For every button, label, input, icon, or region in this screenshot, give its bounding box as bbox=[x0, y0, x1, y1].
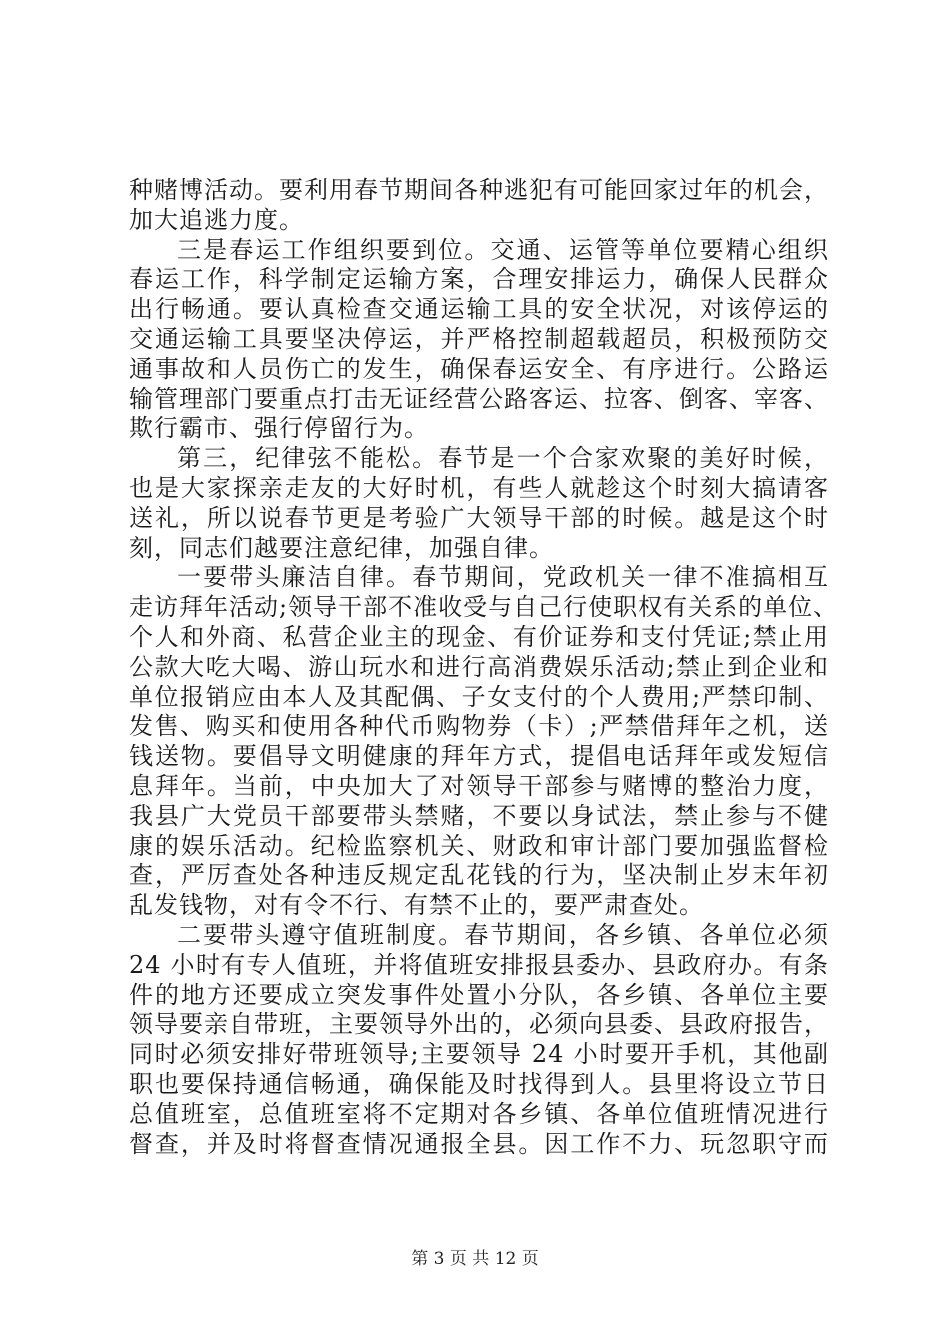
text-line: 一要带头廉洁自律。春节期间，党政机关一律不准搞相互 bbox=[177, 563, 829, 592]
document-body bbox=[129, 176, 839, 1159]
text-line: 乱发钱物，对有令不行、有禁不止的，要严肃查处。 bbox=[129, 891, 704, 920]
text-line: 通事故和人员伤亡的发生，确保春运安全、有序进行。公路运 bbox=[129, 354, 829, 383]
text-line: 第三，纪律弦不能松。春节是一个合家欢聚的美好时候， bbox=[177, 444, 829, 473]
text-line: 走访拜年活动;领导干部不准收受与自己行使职权有关系的单位、 bbox=[129, 593, 839, 622]
paragraph bbox=[129, 563, 839, 921]
text-line: 领导要亲自带班，主要领导外出的，必须向县委、县政府报告， bbox=[129, 1010, 829, 1039]
text-line: 件的地方还要成立突发事件处置小分队，各乡镇、各单位主要 bbox=[129, 980, 829, 1009]
text-line: 三是春运工作组织要到位。交通、运管等单位要精心组织 bbox=[177, 235, 829, 264]
paragraph bbox=[129, 921, 829, 1159]
text-line: 春运工作，科学制定运输方案，合理安排运力，确保人民群众 bbox=[129, 265, 829, 294]
text-line: 输管理部门要重点打击无证经营公路客运、拉客、倒客、宰客、 bbox=[129, 384, 829, 413]
text-line: 总值班室，总值班室将不定期对各乡镇、各单位值班情况进行 bbox=[129, 1099, 829, 1128]
text-line: 同时必须安排好带班领导;主要领导 24 小时要开手机，其他副 bbox=[129, 1040, 829, 1069]
text-line: 欺行霸市、强行停留行为。 bbox=[129, 414, 429, 443]
text-line: 息拜年。当前，中央加大了对领导干部参与赌博的整治力度， bbox=[129, 771, 829, 800]
text-line: 督查，并及时将督查情况通报全县。因工作不力、玩忽职守而 bbox=[129, 1129, 829, 1158]
paragraph bbox=[129, 176, 829, 236]
page-footer bbox=[0, 1244, 950, 1269]
text-line: 单位报销应由本人及其配偶、子女支付的个人费用;严禁印制、 bbox=[129, 682, 829, 711]
text-line: 也是大家探亲走友的大好时机，有些人就趁这个时刻大搞请客 bbox=[129, 473, 829, 502]
text-line: 二要带头遵守值班制度。春节期间，各乡镇、各单位必须 bbox=[177, 920, 829, 949]
text-line: 发售、购买和使用各种代币购物券（卡）;严禁借拜年之机，送 bbox=[129, 712, 829, 741]
text-line: 职也要保持通信畅通，确保能及时找得到人。县里将设立节日 bbox=[129, 1069, 829, 1098]
text-line: 种赌博活动。要利用春节期间各种逃犯有可能回家过年的机会， bbox=[129, 176, 829, 204]
text-line: 钱送物。要倡导文明健康的拜年方式，提倡电话拜年或发短信 bbox=[129, 742, 829, 771]
text-line: 24 小时有专人值班，并将值班安排报县委办、县政府办。有条 bbox=[129, 950, 829, 979]
text-line: 康的娱乐活动。纪检监察机关、财政和审计部门要加强监督检 bbox=[129, 831, 829, 860]
text-line: 加大追逃力度。 bbox=[129, 205, 304, 234]
text-line: 个人和外商、私营企业主的现金、有价证券和支付凭证;禁止用 bbox=[129, 622, 829, 651]
page-number: 第 3 页 共 12 页 bbox=[411, 1249, 539, 1269]
text-line: 交通运输工具要坚决停运，并严格控制超载超员，积极预防交 bbox=[129, 324, 829, 353]
text-line: 查，严厉查处各种违反规定乱花钱的行为，坚决制止岁末年初 bbox=[129, 861, 829, 890]
text-line: 刻，同志们越要注意纪律，加强自律。 bbox=[129, 533, 554, 562]
text-line: 送礼，所以说春节更是考验广大领导干部的时候。越是这个时 bbox=[129, 503, 829, 532]
text-line: 公款大吃大喝、游山玩水和进行高消费娱乐活动;禁止到企业和 bbox=[129, 652, 829, 681]
text-line: 我县广大党员干部要带头禁赌，不要以身试法，禁止参与不健 bbox=[129, 801, 829, 830]
paragraph bbox=[129, 236, 829, 445]
text-line: 出行畅通。要认真检查交通运输工具的安全状况，对该停运的 bbox=[129, 295, 829, 324]
paragraph bbox=[129, 444, 829, 563]
